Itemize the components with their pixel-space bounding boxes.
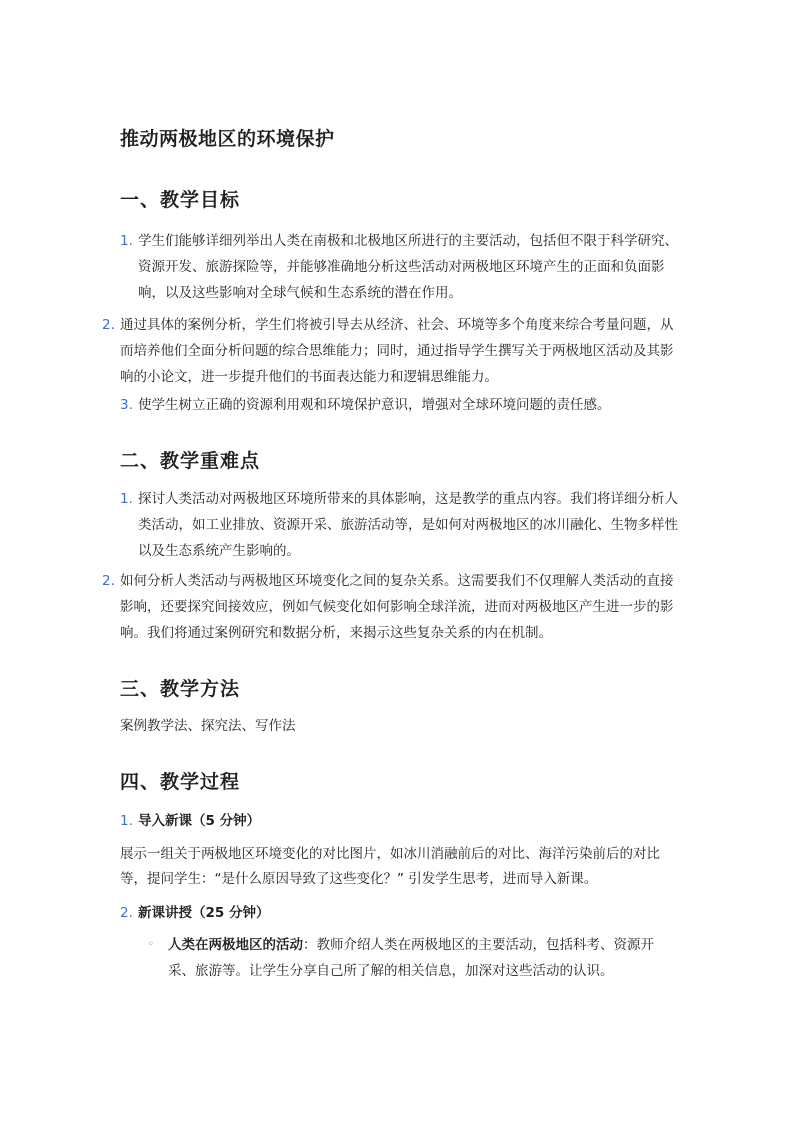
step-label: 导入新课（5 分钟） <box>138 813 261 829</box>
goal-text: 学生们能够详细列举出人类在南极和北极地区所进行的主要活动，包括但不限于科学研究、资源开发、旅游探险等，并能够准确地分析这些活动对两极地区环境产生的正面和负面影响，以及这些影响对全球气候和生态系统的潜在作用。 <box>138 233 678 301</box>
section-heading-process: 四、教学过程 <box>120 771 241 793</box>
list-number: 1. <box>120 813 133 829</box>
goal-item-1 <box>120 228 680 306</box>
list-number: 1. <box>120 233 133 249</box>
key-point-text: 如何分析人类活动与两极地区环境变化之间的复杂关系。这需要我们不仅理解人类活动的直接影响，还要探究间接效应，例如气候变化如何影响全球洋流，进而对两极地区产生进一步的影响。我们将通过案例研究和数据分析，来揭示这些复杂关系的内在机制。 <box>120 573 674 641</box>
sub-item-content <box>168 932 680 984</box>
sub-bullet-icon: ◦ <box>148 939 154 950</box>
key-point-text: 探讨人类活动对两极地区环境所带来的具体影响，这是教学的重点内容。我们将详细分析人类活动，如工业排放、资源开采、旅游活动等，是如何对两极地区的冰川融化、生物多样性以及生态系统产生影响的。 <box>138 491 678 559</box>
process-step-2-sub-item <box>168 932 680 984</box>
key-point-item-2 <box>102 568 680 646</box>
goal-text: 通过具体的案例分析，学生们将被引导去从经济、社会、环境等多个角度来综合考量问题，从而培养他们全面分析问题的综合思维能力；同时，通过指导学生撰写关于两极地区活动及其影响的小论文，进一步提升他们的书面表达能力和逻辑思维能力。 <box>120 317 674 385</box>
methods-text: 案例教学法、探究法、写作法 <box>120 718 296 734</box>
document-title: 推动两极地区的环境保护 <box>120 128 335 150</box>
process-step-1-title <box>120 808 680 834</box>
sub-item-label: 人类在两极地区的活动 <box>168 937 303 953</box>
list-number: 2. <box>120 905 133 921</box>
sub-item-text: ：教师介绍人类在两极地区的主要活动，包括科考、资源开采、旅游等。让学生分享自己所了解的相关信息，加深对这些活动的认识。 <box>168 937 654 979</box>
section-heading-methods: 三、教学方法 <box>120 678 241 700</box>
list-number: 3. <box>120 397 133 413</box>
goal-item-3 <box>120 392 680 418</box>
process-step-2-title <box>120 900 680 926</box>
goal-item-2 <box>102 312 680 390</box>
goal-text: 使学生树立正确的资源利用观和环境保护意识，增强对全球环境问题的责任感。 <box>138 397 611 413</box>
process-step-1-text: 展示一组关于两极地区环境变化的对比图片，如冰川消融前后的对比、海洋污染前后的对比等，提问学生：“是什么原因导致了这些变化？” 引发学生思考，进而导入新课。 <box>120 846 660 887</box>
list-number: 2. <box>102 573 115 589</box>
section-heading-key-points: 二、教学重难点 <box>120 450 261 472</box>
step-label: 新课讲授（25 分钟） <box>138 905 270 921</box>
list-number: 2. <box>102 317 115 333</box>
list-number: 1. <box>120 491 133 507</box>
key-point-item-1 <box>120 486 680 564</box>
section-heading-goals: 一、教学目标 <box>120 189 241 211</box>
